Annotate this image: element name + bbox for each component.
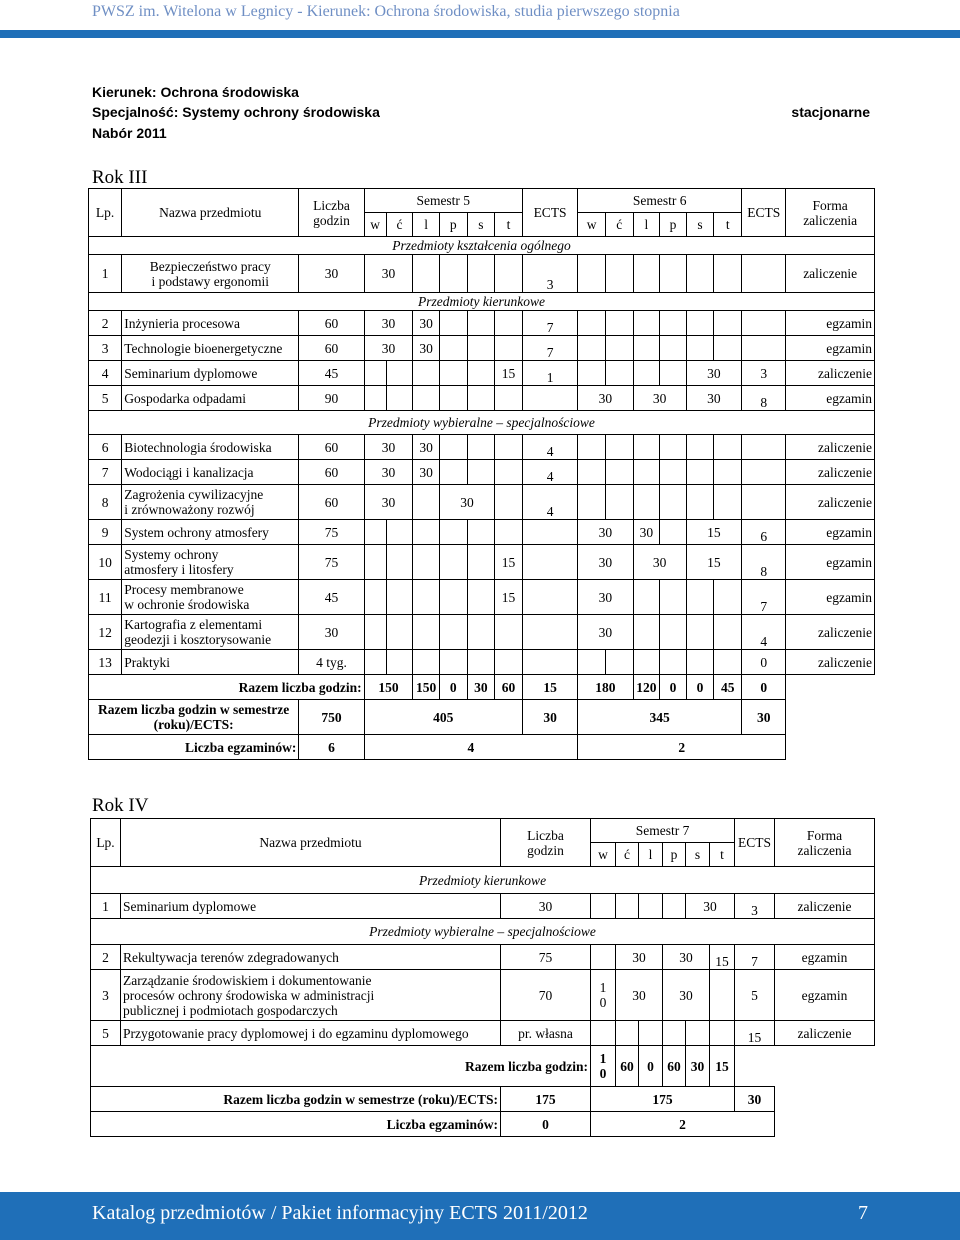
ects-cell: 4 [522, 485, 577, 520]
ects-cell: 15 [735, 1021, 775, 1046]
subject-name: Kartografia z elementami geodezji i kosztorysowanie [122, 615, 299, 650]
hours-w: 30 [364, 485, 413, 520]
ects-cell: 8 [742, 386, 786, 411]
hours-cell: 90 [299, 386, 364, 411]
running-header-text: PWSZ im. Witelona w Legnicy - Kierunek: Ochrona środowiska, studia pierwszego stopnia [92, 3, 680, 20]
form-cell: zaliczenie [786, 361, 875, 386]
rok-iv-title: Rok IV [92, 795, 149, 816]
form-cell: egzamin [786, 580, 875, 615]
lp-header: Lp. [89, 189, 122, 237]
semester-5-ects: 30 [522, 700, 577, 735]
totals-row [89, 675, 875, 700]
lp-cell: 1 [91, 894, 121, 919]
ects-cell: 6 [742, 520, 786, 545]
hours-c: 30 [413, 435, 440, 460]
semester-totals-label: Razem liczba godzin w semestrze (roku)/ECTS: [89, 700, 299, 735]
ects-cell: 3 [735, 894, 775, 919]
rok-iii-title: Rok III [92, 167, 148, 188]
table-row [91, 1021, 875, 1046]
semester-5-header: Semestr 5 [364, 189, 522, 213]
semester-5-hours: 405 [364, 700, 522, 735]
hours-cell: 75 [501, 945, 591, 970]
lp-cell: 7 [89, 460, 122, 485]
name-header: Nazwa przedmiotu [121, 819, 501, 867]
section-major: Przedmioty kierunkowe [89, 293, 875, 311]
total-w7: 1 0 [591, 1046, 616, 1087]
ects-cell: 4 [742, 615, 786, 650]
name-header: Nazwa przedmiotu [122, 189, 299, 237]
ects-cell: 4 [522, 435, 577, 460]
semester-7-hours: 175 [591, 1087, 735, 1112]
hours-header: Liczba godzin [501, 819, 591, 867]
hours-w: 30 [364, 311, 413, 336]
table-row [91, 894, 875, 919]
form-cell: egzamin [775, 970, 875, 1021]
lp-header: Lp. [91, 819, 121, 867]
hours-cell: 45 [299, 361, 364, 386]
table-row [89, 520, 875, 545]
header-rule [0, 30, 960, 38]
lp-cell: 10 [89, 545, 122, 580]
hours-w: 30 [578, 615, 633, 650]
form-cell: zaliczenie [786, 650, 875, 675]
form-cell: zaliczenie [786, 615, 875, 650]
semester-6-ects: 30 [742, 700, 786, 735]
running-header [0, 0, 960, 26]
total-l7: 0 [639, 1046, 663, 1087]
lp-cell: 9 [89, 520, 122, 545]
subject-name: Rekultywacja terenów zdegradowanych [121, 945, 501, 970]
subject-name: Biotechnologia środowiska [122, 435, 299, 460]
table-row [89, 650, 875, 675]
subject-name: Systemy ochrony atmosfery i litosfery [122, 545, 299, 580]
table-row [89, 255, 875, 293]
table-row [89, 435, 875, 460]
hours-w: 30 [578, 386, 633, 411]
subject-name: Seminarium dyplomowe [122, 361, 299, 386]
form-cell: egzamin [786, 336, 875, 361]
ects-cell: 4 [522, 460, 577, 485]
ects-cell: 1 [522, 361, 577, 386]
semester-7-ects: 30 [735, 1087, 775, 1112]
table-row [89, 580, 875, 615]
hours-t: 15 [710, 945, 735, 970]
hours-c: 30 [616, 970, 663, 1021]
ects-6-header: ECTS [742, 189, 786, 237]
form-cell: egzamin [775, 945, 875, 970]
totals-row [91, 1046, 875, 1087]
hours-cell: 70 [501, 970, 591, 1021]
totals-label: Razem liczba godzin: [91, 1046, 591, 1087]
table-row [89, 361, 875, 386]
subject-name: Seminarium dyplomowe [121, 894, 501, 919]
hours-c: 30 [413, 460, 440, 485]
semester-hours-all: 175 [501, 1087, 591, 1112]
lp-cell: 6 [89, 435, 122, 460]
hours-w: 30 [578, 520, 633, 545]
hours-cell: pr. własna [501, 1021, 591, 1046]
exams-semester-5: 4 [364, 735, 578, 760]
hours-header: Liczba godzin [299, 189, 364, 237]
lp-cell: 2 [89, 311, 122, 336]
hours-l: 30 [633, 545, 686, 580]
exams-label: Liczba egzaminów: [91, 1112, 501, 1137]
ects-cell: 7 [735, 945, 775, 970]
form-cell: zaliczenie [786, 485, 875, 520]
c-header: ć [386, 213, 413, 237]
semester-totals-row [89, 700, 875, 735]
s-header: s [686, 213, 714, 237]
form-cell: zaliczenie [775, 1021, 875, 1046]
footer-catalog-title: Katalog przedmiotów / Pakiet informacyjny ECTS 2011/2012 [92, 1202, 588, 1224]
semester-hours-all: 750 [299, 700, 364, 735]
hours-t: 15 [495, 361, 523, 386]
kierunek-heading: Kierunek: Ochrona środowiska [92, 84, 299, 100]
subject-name: Bezpieczeństwo pracy i podstawy ergonomii [122, 255, 299, 293]
footer-bar [0, 1192, 960, 1240]
exams-all: 6 [299, 735, 364, 760]
total-t6: 0 [742, 675, 786, 700]
lp-cell: 4 [89, 361, 122, 386]
lp-cell: 1 [89, 255, 122, 293]
form-cell: zaliczenie [786, 435, 875, 460]
hours-w: 30 [578, 545, 633, 580]
ects-cell: 7 [522, 311, 577, 336]
t-header: t [714, 213, 742, 237]
total-l5: 0 [439, 675, 467, 700]
ects-cell: 3 [522, 255, 577, 293]
total-l6: 0 [660, 675, 687, 700]
exams-label: Liczba egzaminów: [89, 735, 299, 760]
total-c6: 120 [633, 675, 660, 700]
hours-cell: 45 [299, 580, 364, 615]
specjalnosc-heading: Specjalność: Systemy ochrony środowiska [92, 104, 380, 120]
lp-cell: 3 [91, 970, 121, 1021]
lp-cell: 12 [89, 615, 122, 650]
lp-cell: 3 [89, 336, 122, 361]
section-major: Przedmioty kierunkowe [91, 867, 875, 894]
hours-s: 30 [686, 361, 741, 386]
total-w6: 180 [578, 675, 633, 700]
lp-cell: 5 [89, 386, 122, 411]
lp-cell: 13 [89, 650, 122, 675]
s-header: s [686, 843, 710, 867]
total-t7: 15 [710, 1046, 735, 1087]
hours-c: 30 [413, 311, 440, 336]
subject-name: Praktyki [122, 650, 299, 675]
subject-name: Przygotowanie pracy dyplomowej i do egzaminu dyplomowego [121, 1021, 501, 1046]
hours-s: 15 [686, 520, 741, 545]
subject-name: Technologie bioenergetyczne [122, 336, 299, 361]
hours-s: 15 [686, 545, 741, 580]
total-c7: 60 [616, 1046, 639, 1087]
hours-l: 30 [663, 945, 710, 970]
rok-iv-table [90, 818, 875, 1137]
study-mode: stacjonarne [791, 104, 870, 120]
table-row [89, 311, 875, 336]
hours-w: 30 [364, 336, 413, 361]
table-row [89, 460, 875, 485]
ects-cell: 8 [742, 545, 786, 580]
hours-c: 30 [616, 945, 663, 970]
exams-row [89, 735, 875, 760]
p-header: p [663, 843, 686, 867]
hours-cell: 60 [299, 460, 364, 485]
form-cell: zaliczenie [775, 894, 875, 919]
exams-semester-7: 2 [591, 1112, 775, 1137]
t-header: t [710, 843, 735, 867]
rok-iii-table [88, 188, 875, 760]
hours-w: 30 [364, 460, 413, 485]
semester-7-header: Semestr 7 [591, 819, 735, 843]
exams-row [91, 1112, 875, 1137]
nabor-heading: Nabór 2011 [92, 125, 167, 141]
section-elective: Przedmioty wybieralne – specjalnościowe [91, 919, 875, 945]
semester-totals-row [91, 1087, 875, 1112]
subject-name: Gospodarka odpadami [122, 386, 299, 411]
ects-cell: 0 [742, 650, 786, 675]
subject-name: Inżynieria procesowa [122, 311, 299, 336]
hours-s: 30 [686, 894, 735, 919]
hours-cell: 60 [299, 311, 364, 336]
total-p6: 0 [686, 675, 714, 700]
lp-cell: 2 [91, 945, 121, 970]
table-row [89, 615, 875, 650]
l-header: l [639, 843, 663, 867]
hours-l: 30 [633, 386, 686, 411]
l-header: l [633, 213, 660, 237]
hours-l: 30 [663, 970, 710, 1021]
subject-name: System ochrony atmosfery [122, 520, 299, 545]
total-t5: 15 [522, 675, 577, 700]
hours-c: 30 [413, 336, 440, 361]
total-s7: 30 [686, 1046, 710, 1087]
form-cell: egzamin [786, 386, 875, 411]
hours-w: 30 [364, 255, 413, 293]
p-header: p [660, 213, 687, 237]
ects-cell: 5 [735, 970, 775, 1021]
form-header: Forma zaliczenia [775, 819, 875, 867]
ects-cell: 7 [522, 336, 577, 361]
table-row [91, 970, 875, 1021]
t-header: t [495, 213, 523, 237]
s-header: s [467, 213, 495, 237]
subject-name: Procesy membranowe w ochronie środowiska [122, 580, 299, 615]
hours-cell: 30 [501, 894, 591, 919]
table-row [89, 485, 875, 520]
page-number: 7 [858, 1202, 868, 1224]
table-row [89, 545, 875, 580]
hours-w: 30 [364, 435, 413, 460]
form-cell: egzamin [786, 311, 875, 336]
hours-cell: 30 [299, 255, 364, 293]
w-header: w [591, 843, 616, 867]
table-row [89, 386, 875, 411]
hours-cell: 60 [299, 435, 364, 460]
exams-semester-6: 2 [578, 735, 786, 760]
ects-7-header: ECTS [735, 819, 775, 867]
hours-c: 30 [633, 520, 660, 545]
hours-cell: 60 [299, 485, 364, 520]
lp-cell: 11 [89, 580, 122, 615]
total-w5: 150 [364, 675, 413, 700]
hours-p: 30 [439, 485, 494, 520]
ects-cell: 7 [742, 580, 786, 615]
hours-w: 1 0 [591, 970, 616, 1021]
l-header: l [413, 213, 440, 237]
hours-cell: 60 [299, 336, 364, 361]
p-header: p [439, 213, 467, 237]
form-cell: egzamin [786, 520, 875, 545]
total-p7: 60 [663, 1046, 686, 1087]
form-header: Forma zaliczenia [786, 189, 875, 237]
form-cell: zaliczenie [786, 255, 875, 293]
w-header: w [364, 213, 386, 237]
subject-name: Zarządzanie środowiskiem i dokumentowanie procesów ochrony środowiska w administracji publicznej i podmiotach gospodarczych [121, 970, 501, 1021]
totals-label: Razem liczba godzin: [89, 675, 365, 700]
total-p5: 30 [467, 675, 495, 700]
total-s5: 60 [495, 675, 523, 700]
exams-all: 0 [501, 1112, 591, 1137]
hours-cell: 75 [299, 520, 364, 545]
w-header: w [578, 213, 606, 237]
semester-6-header: Semestr 6 [578, 189, 742, 213]
subject-name: Wodociągi i kanalizacja [122, 460, 299, 485]
semester-6-hours: 345 [578, 700, 742, 735]
lp-cell: 5 [91, 1021, 121, 1046]
lp-cell: 8 [89, 485, 122, 520]
hours-t: 15 [495, 580, 523, 615]
table-row [91, 945, 875, 970]
hours-cell: 4 tyg. [299, 650, 364, 675]
hours-t: 15 [495, 545, 523, 580]
ects-5-header: ECTS [522, 189, 577, 237]
hours-s: 30 [686, 386, 741, 411]
section-elective: Przedmioty wybieralne – specjalnościowe [89, 411, 875, 435]
subject-name: Zagrożenia cywilizacyjne i zrównoważony rozwój [122, 485, 299, 520]
hours-cell: 75 [299, 545, 364, 580]
hours-cell: 30 [299, 615, 364, 650]
form-cell: egzamin [786, 545, 875, 580]
total-c5: 150 [413, 675, 440, 700]
c-header: ć [605, 213, 633, 237]
ects-cell: 3 [742, 361, 786, 386]
hours-w: 30 [578, 580, 633, 615]
c-header: ć [616, 843, 639, 867]
total-s6: 45 [714, 675, 742, 700]
table-row [89, 336, 875, 361]
form-cell: zaliczenie [786, 460, 875, 485]
semester-totals-label: Razem liczba godzin w semestrze (roku)/ECTS: [91, 1087, 501, 1112]
section-general: Przedmioty kształcenia ogólnego [89, 237, 875, 255]
